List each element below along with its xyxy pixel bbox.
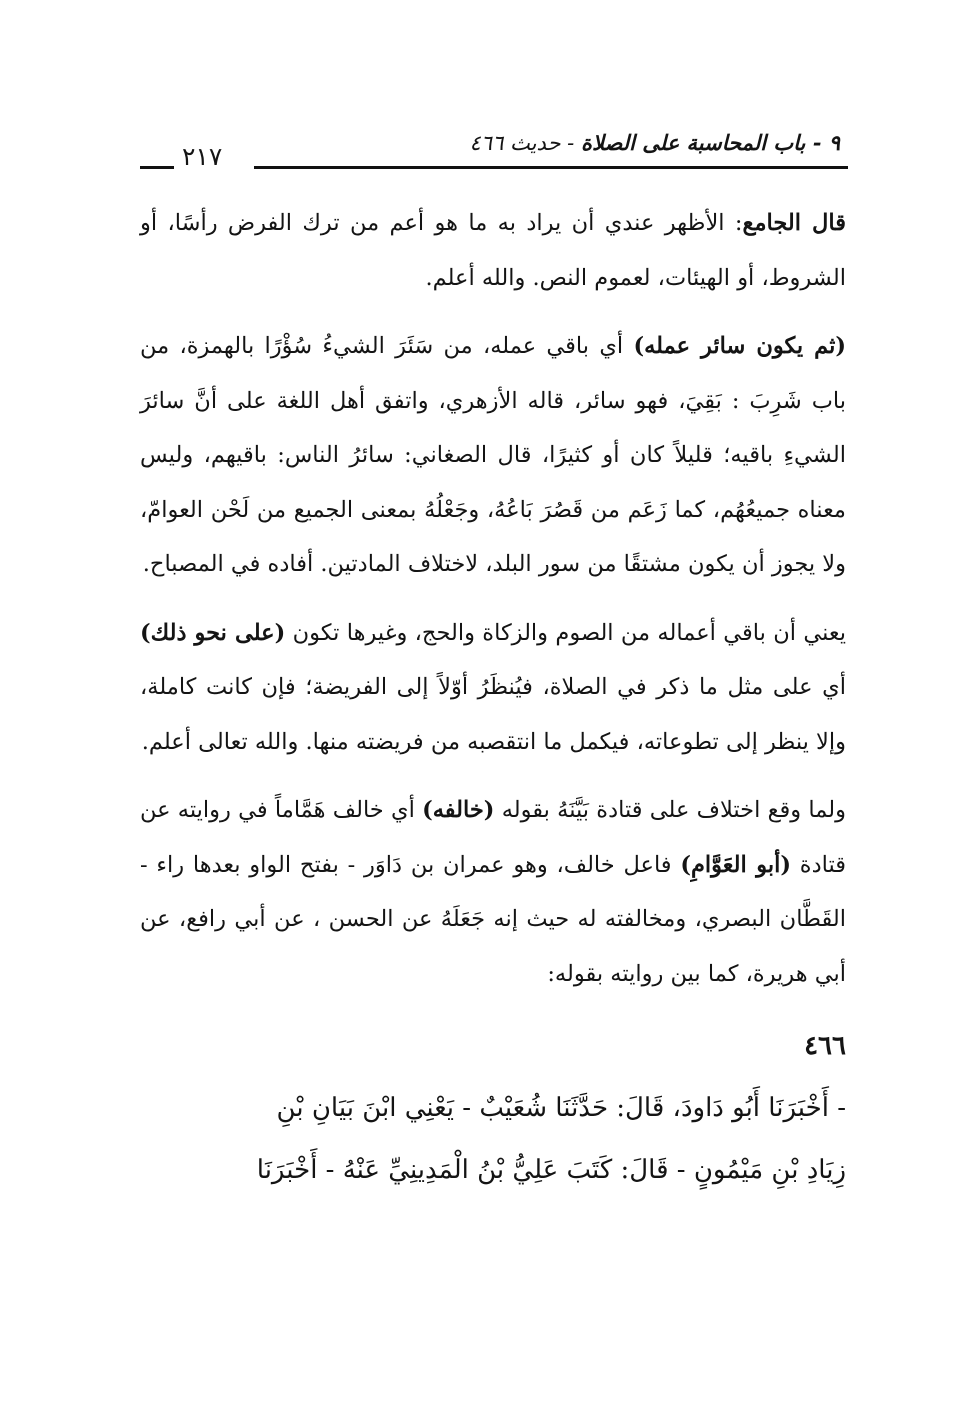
paragraph-text: يعني أن باقي أعماله من الصوم والزكاة والحج، وغيرها تكون — [285, 619, 846, 646]
hadith-lemma: (خالفه) — [422, 797, 495, 823]
hadith-lemma: (أبو العَوَّامِ) — [680, 851, 792, 878]
paragraph-text: ولما وقع اختلاف على قتادة بَيَّنَهُ بقوله — [494, 797, 846, 823]
hadith-number: ٤٦٦ — [804, 1031, 846, 1061]
paragraph-text: أي على مثل ما ذكر في الصلاة، فيُنظَرُ أوّلاً إلى الفريضة؛ فإن كانت كاملة، وإلا ينظر إلى تطوعاته، فيكمل ما انتقصبه من فريضته منها. والله تعالى أعلم. — [140, 674, 846, 755]
hadith-line — [140, 1015, 846, 1139]
paragraph-text: فاعل خالف، وهو عمران بن دَاوَر - بفتح الواو بعدها راء - القَطَّان البصري، ومخالفته له حيث إنه جَعَلَهُ عن الحسن ، عن أبي رافع، عن أبي هريرة، كما بين روايته بقوله: — [140, 851, 846, 987]
paragraph-jami-opinion — [140, 196, 846, 305]
chapter-header — [470, 130, 840, 155]
hadith-reference: - حديث ٤٦٦ — [469, 131, 581, 155]
page-number: ٢١٧ — [182, 142, 223, 171]
hadith-466 — [140, 1015, 846, 1201]
hadith-text: - أَخْبَرَنَا أَبُو دَاودَ، قَالَ: حَدَّثَنَا شُعَيْبٌ - يَعْنِي ابْنَ بَيَانِ بْنِ — [276, 1093, 846, 1123]
chapter-title: ٩ - باب المحاسبة على الصلاة — [580, 130, 840, 155]
hadith-line: زِيَادِ بْنِ مَيْمُونٍ - قَالَ: كَتَبَ عَلِيُّ بْنُ الْمَدِينِيِّ عَنْهُ - أَخْبَرَنَا — [256, 1155, 846, 1185]
paragraph-text: أي باقي عمله، من سَئَرَ الشيءُ سُؤْرًا بالهمزة، من باب شَرِبَ : بَقِيَ، فهو سائر، قاله الأزهري، واتفق أهل اللغة على أنَّ سائرَ الشيءِ باقيه؛ قليلاً كان أو كثيرًا، قال الصغاني: سائرُ الناس: باقيهم، وليس معناه جميعُهُم، كما زَعَم من قَصُرَ بَاعُهُ، وجَعْلُهُ بمعنى الجميع من لَحْن العوامّ، ولا يجوز أن يكون مشتقًا من سور البلد، لاختلاف المادتين. أفاده في المصباح. — [140, 333, 846, 577]
hadith-lemma: (ثم يكون سائر عمله) — [633, 333, 846, 359]
hadith-lemma: (على نحو ذلك) — [140, 619, 286, 646]
paragraph-other-deeds — [140, 606, 846, 770]
header-rule — [254, 166, 848, 169]
paragraph-text: أي خالف هَمَّاماً في روايته عن قتادة — [140, 797, 847, 878]
speaker-label: قال الجامع — [742, 210, 846, 236]
paragraph-sair-explanation — [140, 319, 846, 592]
page-body — [140, 196, 846, 1201]
page-number-dash — [140, 166, 174, 169]
paragraph-qatada-variance — [140, 783, 846, 1001]
running-header — [140, 126, 848, 170]
paragraph-text: : الأظهر عندي أن يراد به ما هو أعم من ترك الفرض رأسًا، أو الشروط، أو الهيئات، لعموم النص. والله أعلم. — [140, 210, 846, 291]
